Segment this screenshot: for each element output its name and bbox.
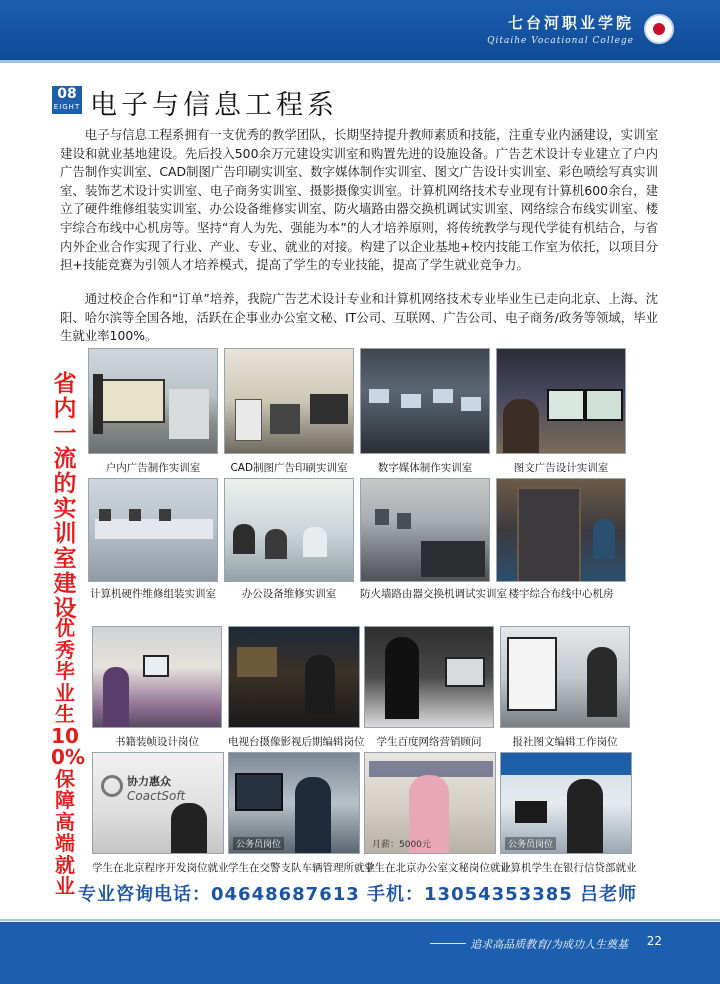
training-photo-card <box>496 478 626 602</box>
employment-photo-card <box>500 626 630 750</box>
company-sign-en: CoactSoft <box>127 789 186 803</box>
training-side-title: 省内一流的实训室建设 <box>53 371 77 622</box>
employment-side-title: 优秀毕业生100%保障高端就业 <box>51 616 85 898</box>
footer-rule <box>430 943 466 944</box>
company-sign: 协力惠众 <box>127 775 171 788</box>
footer-slogan: 追求高品质教育/为成功人生奠基 <box>470 938 628 951</box>
employment-photo <box>228 626 360 728</box>
photo-tag: 公务员岗位 <box>233 837 284 850</box>
employment-photo-card <box>500 752 637 876</box>
training-photo-card <box>360 348 490 476</box>
training-photo <box>360 348 490 454</box>
header-divider <box>0 60 720 63</box>
training-photo-card <box>88 348 218 476</box>
training-photo <box>88 348 218 454</box>
training-caption: 图文广告设计实训室 <box>513 462 609 474</box>
employment-caption: 学生在交警支队车辆管理所就业 <box>228 862 375 874</box>
photo-tag: 公务员岗位 <box>505 837 556 850</box>
employment-caption: 报社图文编辑工作岗位 <box>512 736 618 748</box>
employment-caption: 电视台摄像影视后期编辑岗位 <box>228 736 365 748</box>
employment-photo-card <box>92 752 229 876</box>
training-photo <box>224 478 354 582</box>
training-caption: 户内广告制作实训室 <box>105 462 201 474</box>
college-name: 七台河职业学院 <box>507 14 634 32</box>
employment-caption: 计算机学生在银行信贷部就业 <box>500 862 637 874</box>
employment-photo <box>92 626 222 728</box>
college-name-en: Qitaihe Vocational College <box>487 36 634 46</box>
training-photo <box>360 478 490 582</box>
college-seal-icon <box>644 14 674 44</box>
training-caption: 办公设备维修实训室 <box>241 588 337 600</box>
section-number: 08 <box>57 86 77 102</box>
employment-photo <box>500 626 630 728</box>
training-photo <box>224 348 354 454</box>
training-photo <box>88 478 218 582</box>
employment-caption: 书籍装帧设计岗位 <box>115 736 199 748</box>
page-number: 22 <box>646 934 662 948</box>
training-photo-card <box>224 478 354 602</box>
employment-photo-card <box>364 752 511 876</box>
training-photo <box>496 478 626 582</box>
employment-photo <box>500 752 632 854</box>
employment-photo-card <box>228 626 365 750</box>
intro-paragraph: 电子与信息工程系拥有一支优秀的教学团队，长期坚持提升教师素质和技能，注重专业内涵建设，实训室建设和就业基地建设。先后投入500余万元建设实训室和购置先进的设施设备。广告艺术设计专业建立了户内广告制作实训室、CAD制图广告印刷实训室、数字媒体制作实训室、图文广告设计实训室、彩色喷绘写真实训室、装饰艺术设计实训室、电子商务实训室、摄影摄像实训室。计算机网络技术专业现有计算机600余台，建立了硬件维修组装实训室、办公设备维修实训室、防火墙路由器交换机调试实训室、网络综合布线实训室、楼宇综合布线中心机房等。坚持“育人为先、强能为本”的人才培养原则，将传统教学与现代学徒有机结合，与省内外企业合作实现了行业、产业、专业、就业的对接。构建了以企业基地+校内技能工作室为依托，以项目分担+技能竞赛为引领人才培养模式，提高了学生的专业技能，提高了学生就业竞争力。 <box>60 127 658 273</box>
footer-band <box>0 922 720 984</box>
training-photo-card <box>88 478 218 602</box>
employment-photo <box>92 752 224 854</box>
training-caption: 数字媒体制作实训室 <box>377 462 473 474</box>
employment-paragraph: 通过校企合作和“订单”培养，我院广告艺术设计专业和计算机网络技术专业毕业生已走向北京、上海、沈阳、哈尔滨等全国各地，活跃在企事业办公室文秘、IT公司、互联网、广告公司、电子商务/政务等领域，毕业生就业率100%。 <box>60 291 658 344</box>
section-number-badge <box>52 86 82 114</box>
employment-photo-card <box>228 752 375 876</box>
employment-caption: 学生在北京办公室文秘岗位就业 <box>364 862 511 874</box>
training-photo-card <box>496 348 626 476</box>
employment-photo <box>364 626 494 728</box>
contact-line: 专业咨询电话：04648687613 手机：13054353385 吕老师 <box>78 884 638 905</box>
employment-photo <box>364 752 496 854</box>
training-caption: 防火墙路由器交换机调试实训室 <box>360 588 507 600</box>
employment-photo-card <box>92 626 222 750</box>
footer-divider <box>0 919 720 921</box>
employment-caption: 学生在北京程序开发岗位就业 <box>92 862 229 874</box>
employment-photo-card <box>364 626 494 750</box>
training-caption: 楼宇综合布线中心机房 <box>508 588 614 600</box>
employment-photo <box>228 752 360 854</box>
training-caption: CAD制图广告印刷实训室 <box>230 462 348 474</box>
employment-caption: 学生百度网络营销顾问 <box>376 736 482 748</box>
training-photo-card <box>224 348 354 476</box>
section-title: 电子与信息工程系 <box>90 90 338 121</box>
training-photo-card <box>360 478 507 602</box>
training-caption: 计算机硬件维修组装实训室 <box>90 588 216 600</box>
header-band <box>0 0 720 60</box>
training-photo <box>496 348 626 454</box>
section-number-en: EIGHT <box>53 103 81 111</box>
photo-tag: 月薪：5000元 <box>372 840 431 850</box>
